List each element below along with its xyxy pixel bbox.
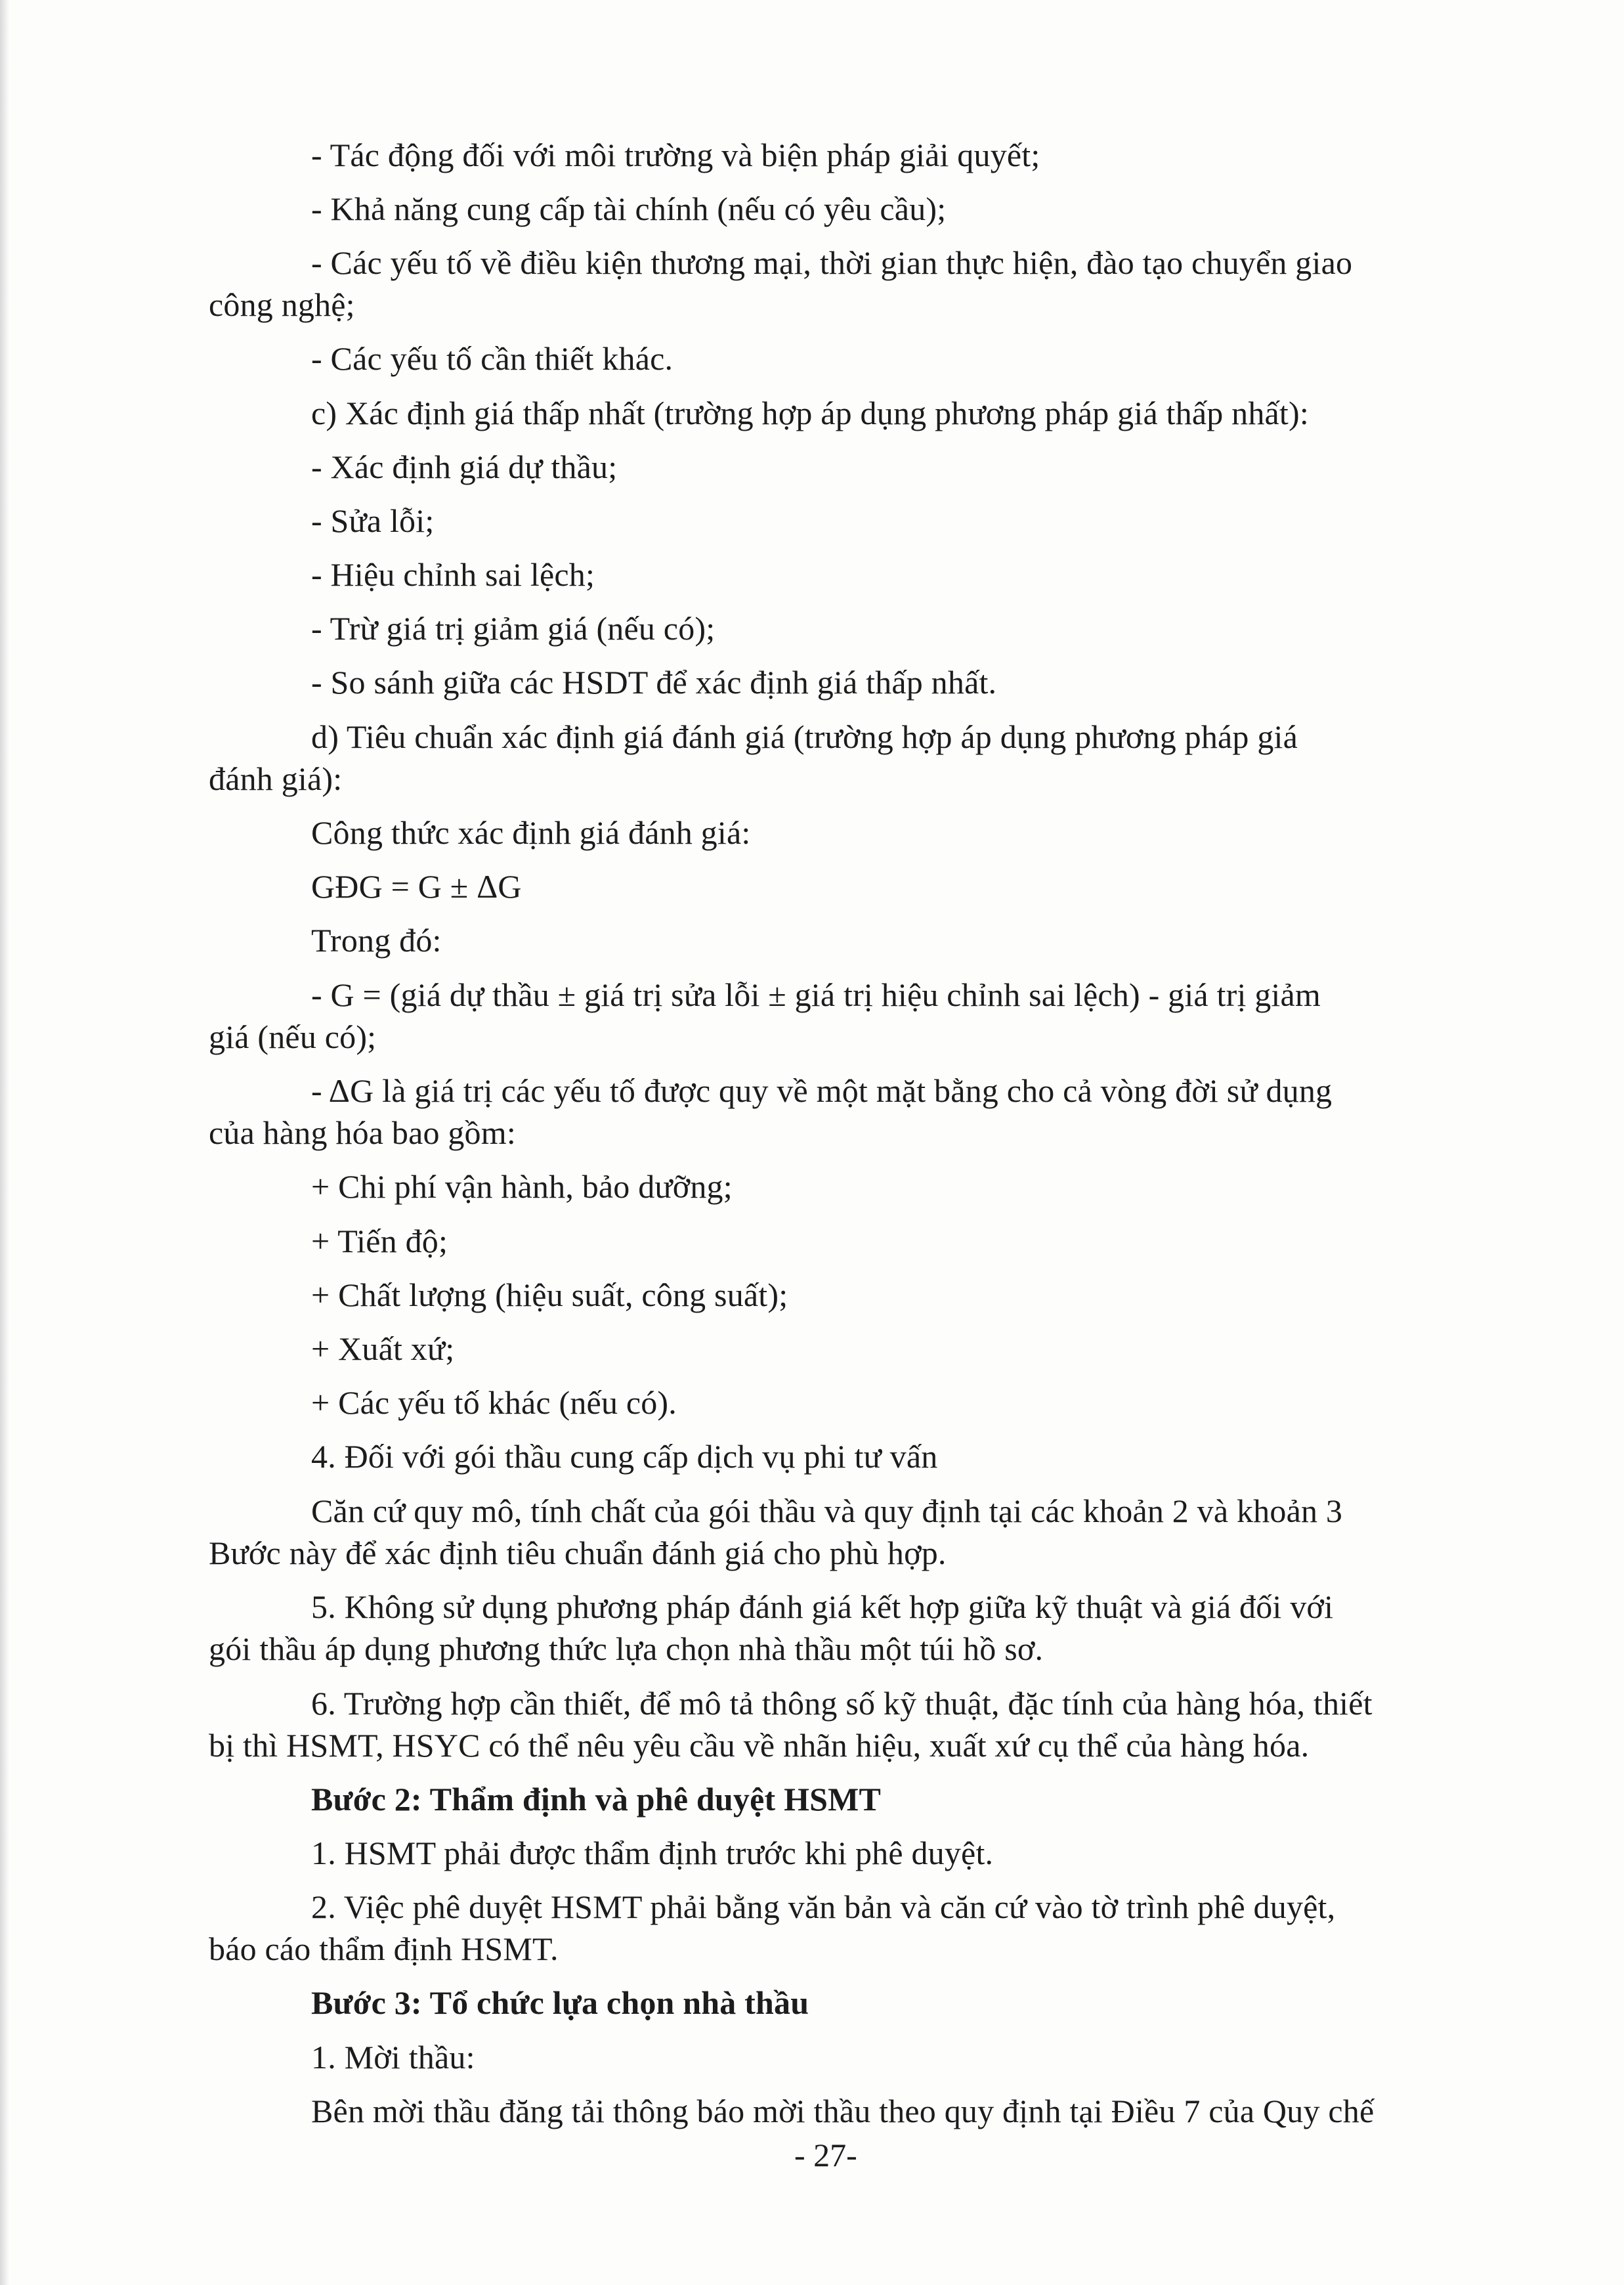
text-line: 1. HSMT phải được thẩm định trước khi phê duyệt.: [311, 1835, 994, 1871]
text-line: d) Tiêu chuẩn xác định giá đánh giá (trường hợp áp dụng phương pháp giá: [311, 718, 1298, 755]
text-line: Bước này để xác định tiêu chuẩn đánh giá cho phù hợp.: [209, 1534, 947, 1571]
text-line: của hàng hóa bao gồm:: [209, 1114, 516, 1151]
text-line: 4. Đối với gói thầu cung cấp dịch vụ phi tư vấn: [311, 1438, 938, 1475]
text-line: 1. Mời thầu:: [311, 2039, 475, 2076]
text-line: Công thức xác định giá đánh giá:: [311, 814, 751, 851]
text-line: - ΔG là giá trị các yếu tố được quy về một mặt bằng cho cả vòng đời sử dụng: [311, 1072, 1333, 1109]
text-line: - G = (giá dự thầu ± giá trị sửa lỗi ± giá trị hiệu chỉnh sai lệch) - giá trị giảm: [311, 976, 1321, 1013]
text-line: + Xuất xứ;: [311, 1330, 455, 1367]
text-line: + Chất lượng (hiệu suất, công suất);: [311, 1276, 788, 1313]
text-line: 2. Việc phê duyệt HSMT phải bằng văn bản và căn cứ vào tờ trình phê duyệt,: [311, 1888, 1336, 1925]
text-line: - Khả năng cung cấp tài chính (nếu có yêu cầu);: [311, 190, 947, 227]
text-line: + Tiến độ;: [311, 1223, 448, 1259]
section-heading: Bước 2: Thẩm định và phê duyệt HSMT: [311, 1781, 882, 1817]
formula: GĐG = G ± ΔG: [311, 868, 522, 905]
text-line: gói thầu áp dụng phương thức lựa chọn nhà thầu một túi hồ sơ.: [209, 1630, 1044, 1667]
text-line: Trong đó:: [311, 922, 442, 959]
text-line: - Xác định giá dự thầu;: [311, 448, 618, 485]
text-line: đánh giá):: [209, 760, 343, 797]
text-line: - So sánh giữa các HSDT để xác định giá thấp nhất.: [311, 664, 997, 701]
text-line: 6. Trường hợp cần thiết, để mô tả thông số kỹ thuật, đặc tính của hàng hóa, thiết: [311, 1685, 1373, 1722]
text-line: + Chi phí vận hành, bảo dưỡng;: [311, 1168, 733, 1205]
text-line: - Trừ giá trị giảm giá (nếu có);: [311, 610, 716, 647]
section-heading: Bước 3: Tổ chức lựa chọn nhà thầu: [311, 1984, 809, 2021]
text-line: - Hiệu chỉnh sai lệch;: [311, 556, 595, 593]
text-line: báo cáo thẩm định HSMT.: [209, 1930, 559, 1967]
text-line: - Các yếu tố về điều kiện thương mại, thời gian thực hiện, đào tạo chuyển giao: [311, 244, 1353, 281]
text-line: 5. Không sử dụng phương pháp đánh giá kết hợp giữa kỹ thuật và giá đối với: [311, 1588, 1334, 1625]
text-line: giá (nếu có);: [209, 1018, 377, 1055]
text-line: Bên mời thầu đăng tải thông báo mời thầu theo quy định tại Điều 7 của Quy chế: [311, 2093, 1375, 2129]
text-line: - Tác động đối với môi trường và biện pháp giải quyết;: [311, 137, 1040, 173]
text-line: - Sửa lỗi;: [311, 502, 435, 539]
text-line: - Các yếu tố cần thiết khác.: [311, 340, 673, 377]
text-line: công nghệ;: [209, 286, 355, 323]
text-line: + Các yếu tố khác (nếu có).: [311, 1384, 677, 1421]
scan-edge: [0, 0, 9, 2285]
text-line: Căn cứ quy mô, tính chất của gói thầu và quy định tại các khoản 2 và khoản 3: [311, 1492, 1343, 1529]
text-line: c) Xác định giá thấp nhất (trường hợp áp dụng phương pháp giá thấp nhất):: [311, 395, 1309, 431]
text-line: bị thì HSMT, HSYC có thể nêu yêu cầu về nhãn hiệu, xuất xứ cụ thể của hàng hóa.: [209, 1727, 1310, 1764]
page-number: - 27-: [794, 2137, 857, 2173]
